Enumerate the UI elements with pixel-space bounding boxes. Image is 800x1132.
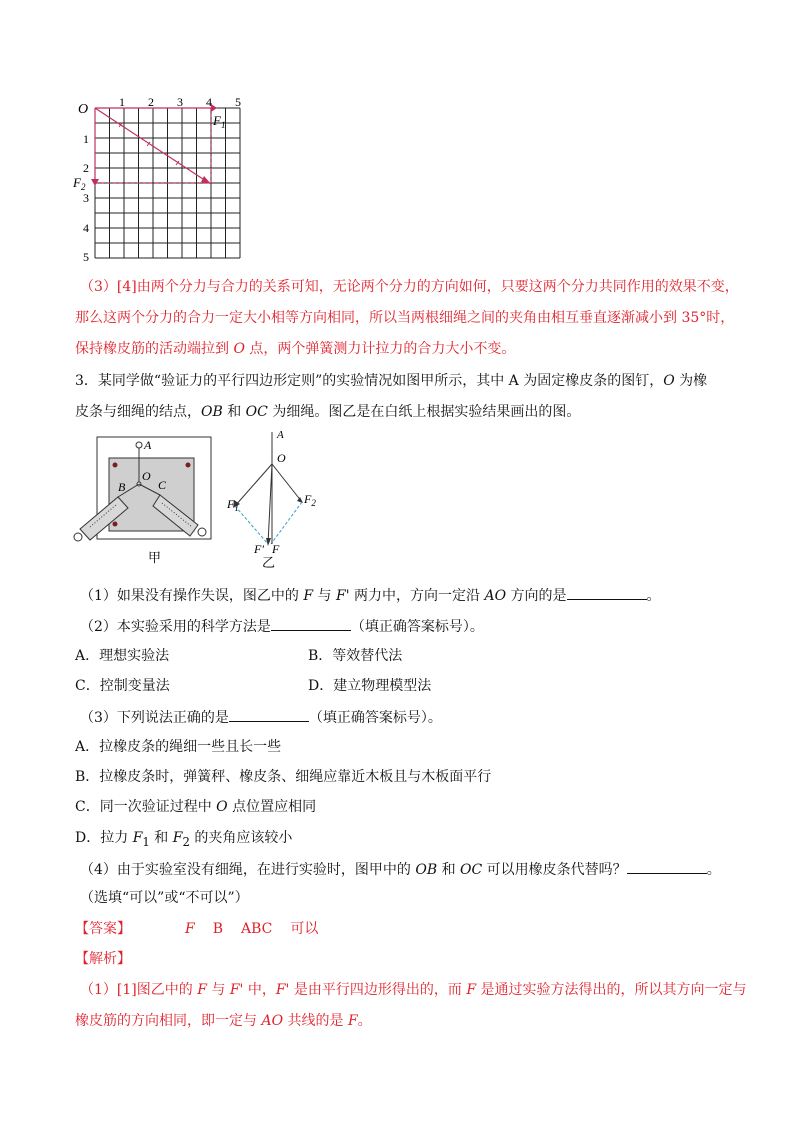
p3-line1: （3）[4]由两个分力与合力的关系可知，无论两个分力的方向如何，只要这两个分力共同作用的效果不变， [80, 279, 739, 295]
option3-b: B．拉橡皮条时，弹簧秤、橡皮条、细绳应靠近木板且与木板面平行 [75, 769, 492, 785]
x-tick-1: 1 [119, 95, 125, 109]
x-tick-5: 5 [235, 95, 241, 109]
p3-line2: 那么这两个分力的合力一定大小相等方向相同，所以当两根细绳之间的夹角由相互垂直逐渐减小到 35°时， [75, 310, 735, 326]
sub4-line2: （选填“可以”或“不可以”） [80, 890, 249, 906]
answer-3: ABC [241, 921, 273, 937]
option2-d: D．建立物理模型法 [308, 678, 432, 694]
option2-b: B．等效替代法 [308, 648, 403, 664]
sub3: （3）下列说法正确的是 （填正确答案标号）。 [80, 707, 442, 727]
analysis-line1: （1）[1]图乙中的 F 与 F' 中，F' 是由平行四边形得出的，而 F 是通过实验方法得出的，所以其方向一定与 [80, 982, 747, 998]
label-a-yi: A [277, 430, 284, 441]
y-tick-2: 2 [83, 161, 89, 175]
option2-c: C．控制变量法 [75, 678, 170, 694]
label-b: B [118, 480, 126, 494]
sub3-blank[interactable] [229, 707, 309, 722]
sub2: （2）本实验采用的科学方法是 （填正确答案标号）。 [80, 616, 484, 636]
analysis-label: 【解析】 [75, 951, 131, 967]
pin-a [136, 442, 142, 448]
answer-4: 可以 [290, 921, 319, 937]
origin-label: O [78, 102, 89, 117]
figure-jia [70, 435, 220, 570]
answer-1: F [185, 921, 195, 937]
x-tick-3: 3 [177, 95, 183, 109]
label-f-yi: F [272, 542, 280, 556]
sub4: （4）由于实验室没有细绳，在进行实验时，图甲中的 OB 和 OC 可以用橡皮条代替吗？ 。 [80, 859, 721, 879]
option3-a: A．拉橡皮条的绳细一些且长一些 [75, 739, 282, 755]
caption-yi: 乙 [262, 555, 276, 570]
grid-figure [70, 95, 260, 265]
label-fprime-yi: F′ [254, 542, 264, 556]
label-f2-yi: $F_2$ [304, 492, 316, 508]
option2-a: A．理想实验法 [75, 648, 170, 664]
f1-label: $F_1$ [213, 113, 226, 130]
label-o-yi: O [277, 451, 286, 465]
y-tick-4: 4 [83, 221, 89, 235]
sub2-blank[interactable] [271, 616, 351, 631]
caption-jia: 甲 [148, 550, 162, 565]
analysis-line2: 橡皮筋的方向相同，即一定与 AO 共线的是 F。 [75, 1013, 372, 1029]
y-tick-5: 5 [83, 250, 89, 264]
answer-2: B [212, 921, 224, 937]
option3-c: C．同一次验证过程中 O 点位置应相同 [75, 799, 317, 815]
sub1: （1）如果没有操作失误，图乙中的 F 与 F' 两力中，方向一定沿 AO 方向的是 。 [80, 585, 661, 605]
label-o: O [142, 469, 151, 483]
x-tick-4: 4 [206, 95, 212, 109]
y-tick-1: 1 [83, 132, 89, 146]
f2-label: $F_2$ [73, 175, 86, 192]
sub1-blank[interactable] [567, 585, 647, 600]
label-f1-yi: $F_1$ [227, 497, 239, 513]
label-a: A [144, 438, 152, 452]
sub4-blank[interactable] [627, 859, 707, 874]
y-tick-3: 3 [83, 191, 89, 205]
answer-row [75, 920, 318, 938]
resultant-vector [95, 108, 209, 183]
option3-d: D．拉力 $F_1$ 和 $F_2$ 的夹角应该较小 [75, 830, 293, 849]
q3-line1: 3．某同学做“验证力的平行四边形定则”的实验情况如图甲所示，其中 A 为固定橡皮条的图钉，O 为橡 [75, 373, 708, 389]
p3-line3: 保持橡皮筋的活动端拉到 O 点，两个弹簧测力计拉力的合力大小不变。 [75, 341, 516, 357]
x-tick-2: 2 [148, 95, 154, 109]
q3-line2: 皮条与细绳的结点，OB 和 OC 为细绳。图乙是在白纸上根据实验结果画出的图。 [75, 404, 581, 420]
label-c: C [158, 478, 167, 492]
figure-yi [222, 430, 332, 570]
answer-label: 【答案】 [75, 921, 131, 937]
